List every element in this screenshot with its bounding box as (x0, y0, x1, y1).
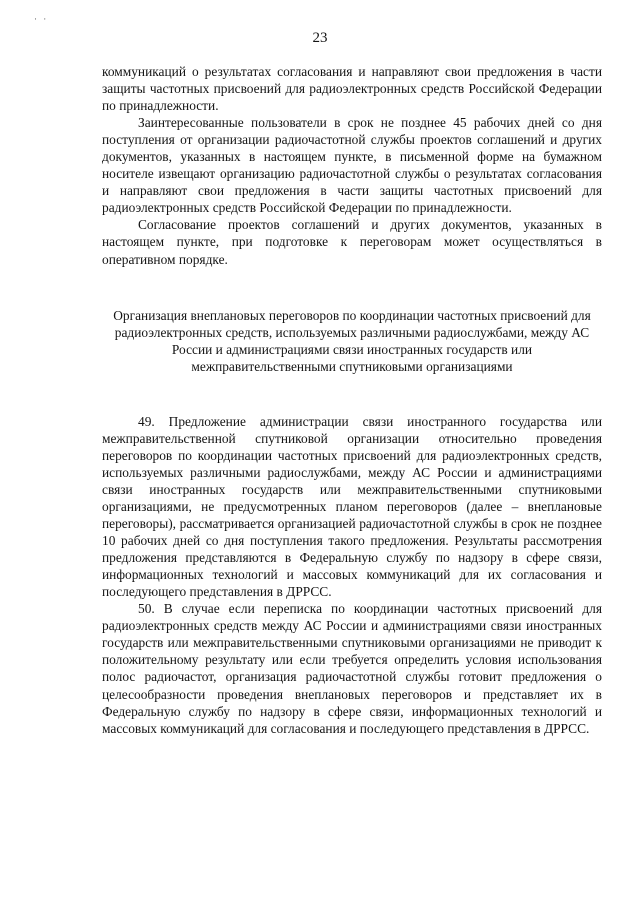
paragraph-continuation: коммуникаций о результатах согласования и направляют свои предложения в части защиты частотных присвоений для радиоэлектронных средств Российской Федерации по принадлежности. (102, 64, 602, 114)
paragraph-item-49: 49. Предложение администрации связи иностранного государства или межправительственной спутниковой организации относительно проведения переговоров по координации частотных присвоений для радиоэлектронных средств, используемых различными радиослужбами, между АС России и администрациями связи иностранных государств или межправительственными спутниковыми организациями, не предусмотренных планом переговоров (далее – внеплановые переговоры), рассматривается организацией радиочастотной службы в срок не позднее 10 рабочих дней со дня поступления такого предложения. Результаты рассмотрения предложения представляются в Федеральную службу по надзору в сфере связи, информационных технологий и массовых коммуникаций для их согласования и последующего представления в ДРРСС. (102, 413, 602, 600)
page-number: 23 (312, 30, 328, 46)
paragraph-coordination-approval: Согласование проектов соглашений и других документов, указанных в настоящем пункте, при подготовке к переговорам может осуществляться в оперативном порядке. (102, 217, 602, 267)
document-body (102, 63, 602, 737)
section-body (102, 413, 602, 737)
paragraph-interested-users: Заинтересованные пользователи в срок не позднее 45 рабочих дней со дня поступления от организации радиочастотной службы проектов соглашений и других документов, указанных в настоящем пункте, в письменной форме на бумажном носителе извещают организацию радиочастотной службы о результатах согласования и направляют свои предложения в части защиты частотных присвоений для радиоэлектронных средств Российской Федерации по принадлежности. (102, 115, 602, 216)
scan-mark: · · (34, 14, 49, 24)
paragraph-item-50: 50. В случае если переписка по координации частотных присвоений для радиоэлектронных средств между АС России и администрациями связи иностранных государств или межправительственными спутниковыми организациями не приводит к положительному результату или если требуется определить условия использования полос радиочастот, организация радиочастотной службы готовит предложения о целесообразности проведения внеплановых переговоров и представляет их в Федеральную службу по надзору в сфере связи, информационных технологий и массовых коммуникаций для согласования и последующего представления в ДРРСС. (102, 601, 602, 736)
section-heading: Организация внеплановых переговоров по координации частотных присвоений для радиоэлектронных средств, используемых различными радиослужбами, между АС России и администрациями связи иностранных государств или межправительственными спутниковыми организациями (113, 307, 591, 375)
